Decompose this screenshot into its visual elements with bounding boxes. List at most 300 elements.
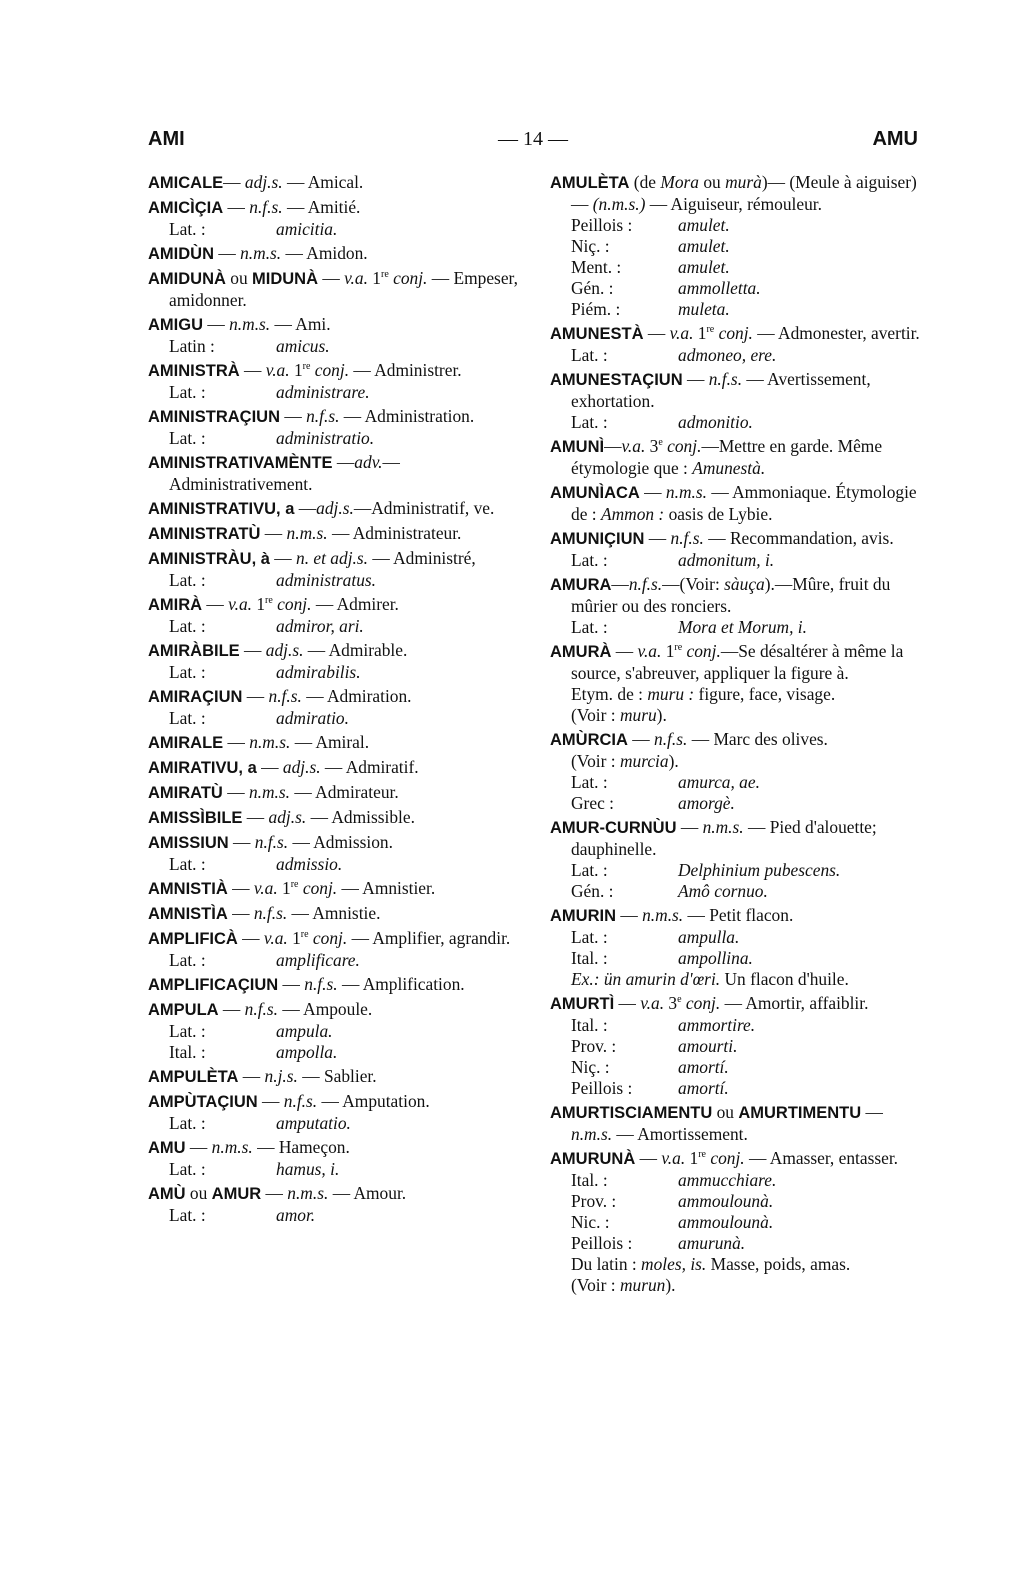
- grammar-or-etymon: conj.: [681, 993, 721, 1013]
- language-label: Lat. :: [571, 550, 608, 570]
- etymon: amulet.: [678, 215, 730, 235]
- grammar-or-etymon: n.m.s.: [571, 1124, 613, 1144]
- etymon: ammolletta.: [678, 278, 761, 298]
- etymology-line: [550, 793, 920, 814]
- language-label: Lat. :: [169, 570, 206, 590]
- language-label: Ital. :: [169, 1042, 206, 1062]
- etymon: amurca, ae.: [678, 772, 760, 792]
- entry-definition: [148, 782, 520, 804]
- entry-text: (Voir :: [571, 705, 620, 725]
- grammar-or-etymon: adj.s.: [265, 640, 304, 660]
- etymology-line: [550, 1015, 920, 1036]
- entry-text: ou: [225, 268, 253, 288]
- grammar-or-etymon: (n.m.s.): [592, 194, 646, 214]
- etymon: admoneo, ere.: [678, 345, 777, 365]
- entry-text: —: [332, 452, 355, 472]
- grammar-or-etymon: conj.: [706, 1148, 745, 1168]
- grammar-or-etymon: n.m.s.: [240, 243, 282, 263]
- entry-headword: AMIRATIVU, a: [148, 759, 257, 777]
- dictionary-entry: [550, 1148, 920, 1296]
- entry-text: — Administrer.: [349, 360, 462, 380]
- entry-text: —: [611, 574, 629, 594]
- entry-text: —(Voir:: [662, 574, 725, 594]
- dictionary-entry: [550, 369, 920, 433]
- language-label: Lat. :: [571, 412, 608, 432]
- entry-text: — Amical.: [282, 172, 364, 192]
- language-label: Niç. :: [571, 236, 610, 256]
- etymology-line: [550, 1191, 920, 1212]
- etymology-line: [550, 1212, 920, 1233]
- entry-headword: AMUNESTÀ: [550, 325, 644, 343]
- grammar-or-etymon: n.f.s.: [254, 832, 289, 852]
- entry-headword: AMUNESTAÇIUN: [550, 371, 683, 389]
- grammar-or-etymon: muru: [619, 705, 657, 725]
- entry-headword: AMUNIÇIUN: [550, 530, 645, 548]
- entry-text: — Admirable.: [303, 640, 408, 660]
- entry-text: 3: [664, 993, 678, 1013]
- entry-definition: [148, 548, 520, 570]
- grammar-or-etymon: murcia: [619, 751, 669, 771]
- language-label: Lat. :: [571, 345, 608, 365]
- entry-text: —: [222, 782, 249, 802]
- entry-definition: [148, 1137, 520, 1159]
- entry-text: —: [635, 1148, 662, 1168]
- language-label: Prov. :: [571, 1036, 617, 1056]
- etymon: amplificare.: [276, 950, 360, 970]
- grammar-or-etymon: conj.: [308, 928, 348, 948]
- entry-headword: AMISSÌBILE: [148, 809, 243, 827]
- entry-text: — Administré,: [368, 548, 476, 568]
- entry-text: Du latin :: [571, 1254, 642, 1274]
- entry-text: —: [238, 1066, 265, 1086]
- entry-headword: AMNISTÌA: [148, 905, 228, 923]
- language-label: Lat. :: [571, 772, 608, 792]
- etymon: muleta.: [678, 299, 730, 319]
- language-label: Lat. :: [169, 1113, 206, 1133]
- entry-text: —: [639, 482, 666, 502]
- entry-text: re: [698, 1149, 706, 1161]
- grammar-or-etymon: murà: [725, 172, 762, 192]
- entry-text: —: [294, 498, 317, 518]
- entry-headword: AMULÈTA: [550, 174, 630, 192]
- entry-text: figure, face, visage.: [694, 684, 836, 704]
- etymology-line: [550, 948, 920, 969]
- dictionary-entry: [550, 1102, 920, 1145]
- entry-text: —: [202, 594, 229, 614]
- entry-text: 1: [287, 928, 301, 948]
- entry-text: —: [611, 641, 638, 661]
- etymon: amicus.: [276, 336, 330, 356]
- entry-text: —: [214, 243, 241, 263]
- entry-headword: AMICÌÇIA: [148, 199, 224, 217]
- etymology-line: [148, 1113, 520, 1134]
- entry-text: — Amitié.: [282, 197, 361, 217]
- entry-definition: [148, 640, 520, 662]
- entry-definition: [148, 452, 520, 495]
- grammar-or-etymon: v.a.: [263, 928, 288, 948]
- entry-headword: AMURA: [550, 576, 612, 594]
- entry-text: ).: [668, 751, 679, 771]
- language-label: Lat. :: [169, 662, 206, 682]
- entry-text: — Amnistier.: [337, 878, 436, 898]
- entry-text: —: [676, 817, 703, 837]
- language-label: Lat. :: [571, 617, 608, 637]
- entry-text: — Hameçon.: [252, 1137, 350, 1157]
- entry-text: — Avertissement, exhortation.: [571, 369, 871, 411]
- entry-text: e: [677, 994, 682, 1006]
- header-right-guide-word: AMU: [872, 128, 918, 150]
- entry-text: ou: [699, 172, 726, 192]
- entry-headword: AMNISTIÀ: [148, 880, 228, 898]
- etymology-line: [148, 616, 520, 637]
- entry-headword: AMU: [148, 1139, 186, 1157]
- language-label: Lat. :: [571, 860, 608, 880]
- entry-text: —: [682, 369, 709, 389]
- etymon: admiror, ari.: [276, 616, 364, 636]
- entry-text: — Ami.: [270, 314, 331, 334]
- entry-definition: [148, 523, 520, 545]
- grammar-or-etymon: muru :: [647, 684, 695, 704]
- etymology-line: [148, 854, 520, 875]
- dictionary-entry: [550, 729, 920, 814]
- language-label: Lat. :: [169, 382, 206, 402]
- entry-definition: [550, 993, 920, 1015]
- etymology-line: [148, 950, 520, 971]
- dictionary-entry: [550, 817, 920, 902]
- entry-text: re: [674, 642, 683, 654]
- language-label: Lat. :: [169, 854, 206, 874]
- grammar-or-etymon: v.a.: [253, 878, 278, 898]
- etymon: admiratio.: [276, 708, 349, 728]
- dictionary-entry: [148, 999, 520, 1063]
- entry-text: —: [280, 406, 307, 426]
- entry-definition: [550, 323, 920, 345]
- entry-text: —Mettre en garde. Même étymologie que :: [571, 436, 883, 478]
- entry-headword: AMURTISCIAMENTU: [550, 1104, 713, 1122]
- entry-text: —: [278, 974, 305, 994]
- entry-text: Masse, poids, amas.: [706, 1254, 851, 1274]
- entry-note: [550, 705, 920, 726]
- entry-headword: AMINISTRATÙ: [148, 525, 261, 543]
- entry-text: (de: [629, 172, 661, 192]
- etymon: admonitio.: [678, 412, 753, 432]
- entry-text: — Amplification.: [337, 974, 465, 994]
- entry-definition: [550, 369, 920, 412]
- etymology-line: [550, 617, 920, 638]
- grammar-or-etymon: moles, is.: [641, 1254, 707, 1274]
- grammar-or-etymon: n.m.s.: [642, 905, 684, 925]
- entry-headword: AMIRAÇIUN: [148, 688, 243, 706]
- etymon: Mora et Morum, i.: [678, 617, 807, 637]
- entry-headword: AMPULA: [148, 1001, 219, 1019]
- entry-text: 3: [645, 436, 659, 456]
- entry-text: —: [223, 172, 245, 192]
- etymology-line: [148, 382, 520, 403]
- grammar-or-etymon: n.f.s.: [253, 903, 288, 923]
- entry-headword: AMURIN: [550, 907, 616, 925]
- entry-text: —: [228, 832, 255, 852]
- dictionary-entry: [148, 640, 520, 683]
- entry-text: e: [658, 437, 663, 449]
- grammar-or-etymon: n.f.s.: [670, 528, 704, 548]
- entry-text: — Admirer.: [311, 594, 399, 614]
- entry-definition: [550, 482, 920, 525]
- entry-text: — Amidon.: [281, 243, 368, 263]
- dictionary-entry: [148, 172, 520, 194]
- grammar-or-etymon: adj.s.: [316, 498, 354, 518]
- entry-text: — Empeser, amidonner.: [169, 268, 518, 310]
- entry-text: —: [223, 732, 250, 752]
- grammar-or-etymon: n.m.s.: [249, 732, 291, 752]
- etymon: amurunà.: [678, 1233, 746, 1253]
- entry-headword: AMÙ: [148, 1185, 186, 1203]
- entry-text: —: [203, 314, 230, 334]
- entry-note: [550, 1275, 920, 1296]
- etymon: ampolla.: [276, 1042, 338, 1062]
- language-label: Niç. :: [571, 1057, 610, 1077]
- entry-definition: [148, 903, 520, 925]
- entry-text: ou: [185, 1183, 212, 1203]
- etymon: admissio.: [276, 854, 343, 874]
- entry-text: 1: [367, 268, 381, 288]
- etymon: administrare.: [276, 382, 370, 402]
- etymon: amulet.: [678, 257, 730, 277]
- entry-text: —: [218, 999, 245, 1019]
- entry-definition: [148, 1066, 520, 1088]
- entry-text: — Amour.: [328, 1183, 407, 1203]
- etymon: amourti.: [678, 1036, 738, 1056]
- entry-headword: AMICALE: [148, 174, 224, 192]
- grammar-or-etymon: v.a.: [621, 436, 646, 456]
- grammar-or-etymon: Ex.: ün amurin d'œri.: [571, 969, 721, 989]
- language-label: Nic. :: [571, 1212, 610, 1232]
- entry-text: 1: [661, 641, 675, 661]
- entry-definition: [148, 197, 520, 219]
- entry-definition: [148, 268, 520, 311]
- entry-text: — Admonester, avertir.: [752, 323, 920, 343]
- entry-text: (Voir :: [571, 751, 620, 771]
- etymology-line: [148, 1021, 520, 1042]
- entry-text: ).: [665, 1275, 676, 1295]
- language-label: Gén. :: [571, 278, 614, 298]
- etymology-line: [550, 215, 920, 236]
- entry-text: —: [257, 1091, 284, 1111]
- grammar-or-etymon: n.m.s.: [229, 314, 271, 334]
- etymology-line: [550, 257, 920, 278]
- entry-term-variant: AMURTIMENTU: [738, 1104, 862, 1122]
- entry-text: —: [861, 1102, 883, 1122]
- entry-text: — Amiral.: [290, 732, 370, 752]
- grammar-or-etymon: n.m.s.: [286, 523, 328, 543]
- language-label: Lat. :: [169, 616, 206, 636]
- dictionary-entry: [148, 197, 520, 240]
- entry-text: — Amortir, affaiblir.: [720, 993, 869, 1013]
- language-label: Peillois :: [571, 1078, 633, 1098]
- grammar-or-etymon: n.f.s.: [244, 999, 279, 1019]
- entry-definition: [550, 641, 920, 684]
- entry-text: —: [643, 323, 670, 343]
- entry-text: —: [616, 905, 643, 925]
- language-label: Lat. :: [169, 950, 206, 970]
- etymology-line: [550, 1057, 920, 1078]
- entry-definition: [148, 314, 520, 336]
- entry-text: —: [237, 928, 264, 948]
- etymology-line: [148, 570, 520, 591]
- entry-text: —: [604, 436, 622, 456]
- entry-headword: AMUNÌ: [550, 438, 605, 456]
- etymon: Delphinium pubescens.: [678, 860, 841, 880]
- left-column: [148, 172, 520, 1229]
- entry-text: Etym. de :: [571, 684, 648, 704]
- entry-definition: [550, 729, 920, 751]
- entry-definition: [550, 574, 920, 617]
- dictionary-entry: [148, 757, 520, 779]
- entry-headword: AMPLIFICAÇIUN: [148, 976, 279, 994]
- language-label: Grec :: [571, 793, 614, 813]
- entry-definition: [148, 878, 520, 900]
- entry-text: — Marc des olives.: [687, 729, 828, 749]
- entry-text: — Amputation.: [317, 1091, 430, 1111]
- grammar-or-etymon: n.f.s.: [306, 406, 340, 426]
- entry-text: 1: [693, 323, 707, 343]
- grammar-or-etymon: adj.s.: [268, 807, 307, 827]
- grammar-or-etymon: Amunestà.: [692, 458, 766, 478]
- entry-headword: AMIRÀ: [148, 596, 203, 614]
- grammar-or-etymon: n.f.s.: [304, 974, 338, 994]
- entry-headword: AMPULÈTA: [148, 1068, 239, 1086]
- page-header: [148, 128, 918, 156]
- entry-definition: [550, 905, 920, 927]
- language-label: Lat. :: [169, 219, 206, 239]
- page-number: — 14 —: [498, 128, 568, 150]
- dictionary-entry: [148, 452, 520, 495]
- dictionary-entry: [148, 928, 520, 971]
- entry-text: —: [239, 360, 266, 380]
- grammar-or-etymon: conj.: [682, 641, 721, 661]
- entry-text: — Admiratif.: [320, 757, 419, 777]
- entry-definition: [148, 999, 520, 1021]
- dictionary-entry: [148, 903, 520, 925]
- entry-headword: AMIGU: [148, 316, 203, 334]
- language-label: Ment. :: [571, 257, 622, 277]
- dictionary-entry: [550, 172, 920, 320]
- dictionary-entry: [148, 686, 520, 729]
- entry-text: —: [627, 729, 655, 749]
- entry-text: )— (Meule à aiguiser) —: [571, 172, 917, 214]
- entry-text: — Ampoule.: [278, 999, 373, 1019]
- entry-note: [550, 751, 920, 772]
- etymon: ampula.: [276, 1021, 333, 1041]
- entry-definition: [148, 1091, 520, 1113]
- entry-text: — Administrateur.: [327, 523, 462, 543]
- language-label: Ital. :: [571, 948, 608, 968]
- etymology-line: [550, 550, 920, 571]
- entry-text: —: [227, 878, 254, 898]
- entry-text: — Amplifier, agrandir.: [347, 928, 511, 948]
- etymology-line: [550, 772, 920, 793]
- etymology-line: [148, 428, 520, 449]
- entry-definition: [148, 686, 520, 708]
- dictionary-entry: [148, 807, 520, 829]
- grammar-or-etymon: conj.: [272, 594, 312, 614]
- grammar-or-etymon: adj.s.: [282, 757, 321, 777]
- entry-headword: AMIRALE: [148, 734, 224, 752]
- entry-text: ).: [656, 705, 667, 725]
- etymon: hamus, i.: [276, 1159, 340, 1179]
- etymon: ammoulounà.: [678, 1191, 774, 1211]
- etymon: administratus.: [276, 570, 377, 590]
- entry-text: —Administratif, ve.: [353, 498, 495, 518]
- etymology-line: [550, 860, 920, 881]
- entry-headword: AMUR-CURNÙU: [550, 819, 677, 837]
- dictionary-entry: [550, 574, 920, 638]
- etymon: amortí.: [678, 1078, 729, 1098]
- entry-headword: AMIDÙN: [148, 245, 214, 263]
- entry-text: —: [260, 523, 287, 543]
- entry-headword: AMINISTRAÇIUN: [148, 408, 280, 426]
- entry-text: — Admiration.: [301, 686, 412, 706]
- dictionary-entry: [550, 641, 920, 726]
- grammar-or-etymon: n.f.s.: [654, 729, 688, 749]
- dictionary-entry: [148, 878, 520, 900]
- dictionary-entry: [148, 1137, 520, 1180]
- entry-text: 1: [252, 594, 266, 614]
- language-label: Lat. :: [169, 1021, 206, 1041]
- grammar-or-etymon: n.m.s.: [248, 782, 291, 802]
- entry-definition: [148, 594, 520, 616]
- grammar-or-etymon: sàuça: [724, 574, 765, 594]
- entry-headword: AMURÀ: [550, 643, 612, 661]
- entry-text: —: [242, 807, 269, 827]
- grammar-or-etymon: conj.: [298, 878, 338, 898]
- entry-text: re: [290, 879, 299, 891]
- dictionary-entry: [148, 1183, 520, 1226]
- entry-headword: AMURUNÀ: [550, 1150, 636, 1168]
- grammar-or-etymon: n. et adj.s.: [296, 548, 368, 568]
- etymon: amulet.: [678, 236, 730, 256]
- entry-definition: [148, 172, 520, 194]
- dictionary-entry: [148, 498, 520, 520]
- entry-text: — Amnistie.: [287, 903, 381, 923]
- entry-definition: [550, 1102, 920, 1145]
- etymology-line: [550, 412, 920, 433]
- dictionary-entry: [550, 905, 920, 990]
- grammar-or-etymon: n.m.s.: [665, 482, 707, 502]
- dictionary-entry: [148, 268, 520, 311]
- entry-text: —: [227, 903, 254, 923]
- entry-text: ).—Mûre, fruit du mûrier ou des ronciers.: [571, 574, 891, 616]
- entry-text: 1: [685, 1148, 699, 1168]
- entry-text: ou: [712, 1102, 739, 1122]
- etymon: ammoulounà.: [678, 1212, 774, 1232]
- language-label: Ital. :: [571, 1170, 608, 1190]
- dictionary-entry: [148, 406, 520, 449]
- grammar-or-etymon: conj.: [662, 436, 702, 456]
- entry-text: Un flacon d'huile.: [720, 969, 849, 989]
- dictionary-entry: [550, 482, 920, 525]
- entry-headword: AMIRÀBILE: [148, 642, 240, 660]
- etymon: ampulla.: [678, 927, 740, 947]
- entry-definition: [148, 974, 520, 996]
- etymology-line: [550, 881, 920, 902]
- dictionary-entry: [148, 782, 520, 804]
- entry-text: —: [223, 197, 250, 217]
- grammar-or-etymon: n.m.s.: [211, 1137, 253, 1157]
- grammar-or-etymon: v.a.: [669, 323, 694, 343]
- etymon: amor.: [276, 1205, 316, 1225]
- entry-text: —: [644, 528, 671, 548]
- entry-text: —: [239, 640, 266, 660]
